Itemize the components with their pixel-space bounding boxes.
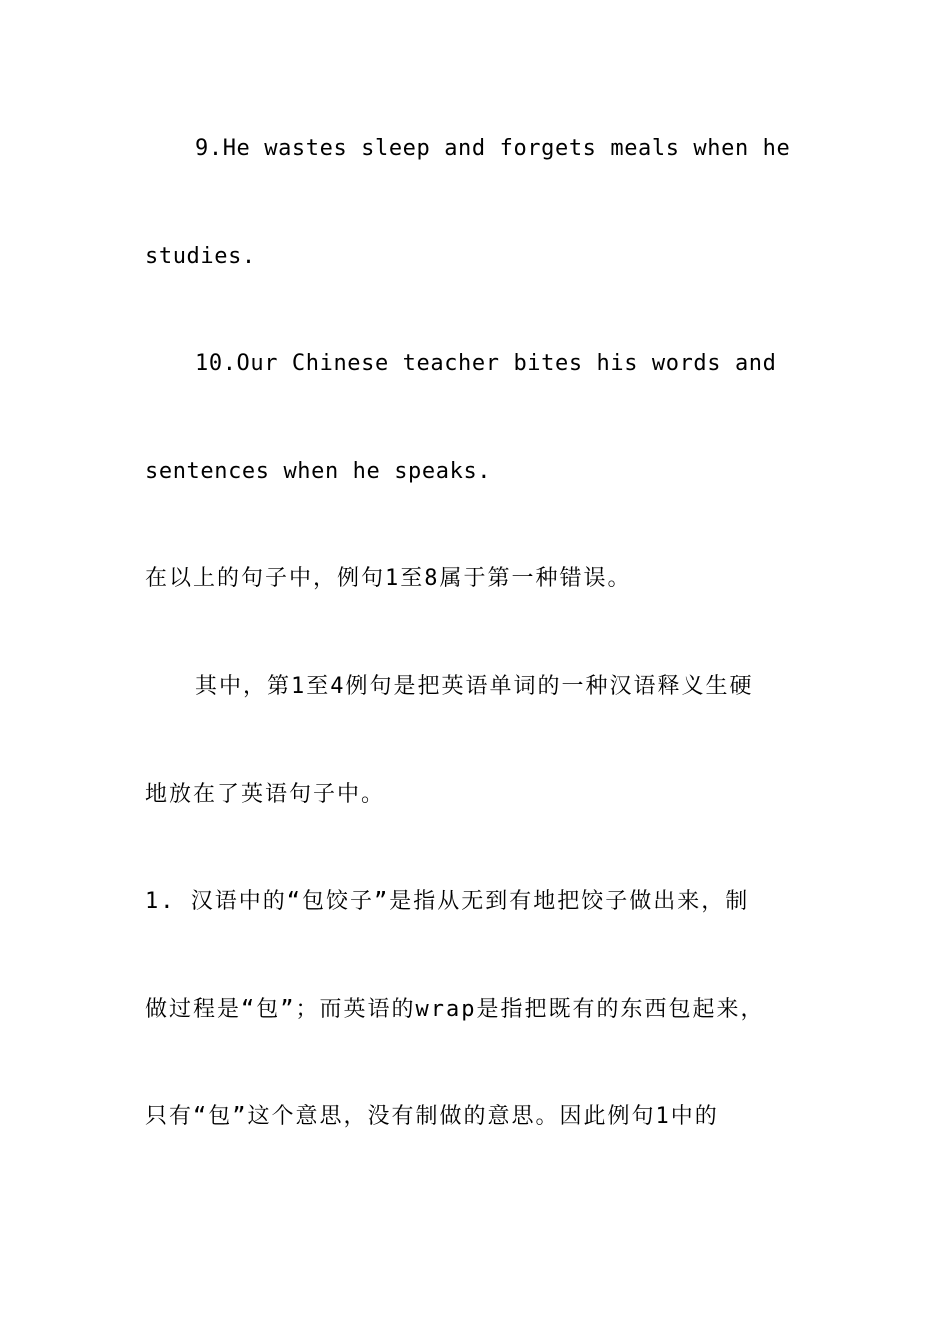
text-line-8: 1. 汉语中的“包饺子”是指从无到有地把饺子做出来，制 [145, 889, 750, 914]
text-line-1: 9.He wastes sleep and forgets meals when he [195, 136, 791, 161]
text-line-2: studies. [145, 244, 256, 269]
text-line-10: 只有“包”这个意思，没有制做的意思。因此例句1中的 [145, 1104, 719, 1129]
text-line-7: 地放在了英语句子中。 [145, 782, 386, 807]
text-line-9: 做过程是“包”；而英语的wrap是指把既有的东西包起来， [145, 997, 765, 1022]
text-line-6: 其中，第1至4例句是把英语单词的一种汉语释义生硬 [195, 674, 754, 699]
text-line-3: 10.Our Chinese teacher bites his words and [195, 351, 777, 376]
text-line-5: 在以上的句子中，例句1至8属于第一种错误。 [145, 566, 632, 591]
text-line-4: sentences when he speaks. [145, 459, 492, 484]
